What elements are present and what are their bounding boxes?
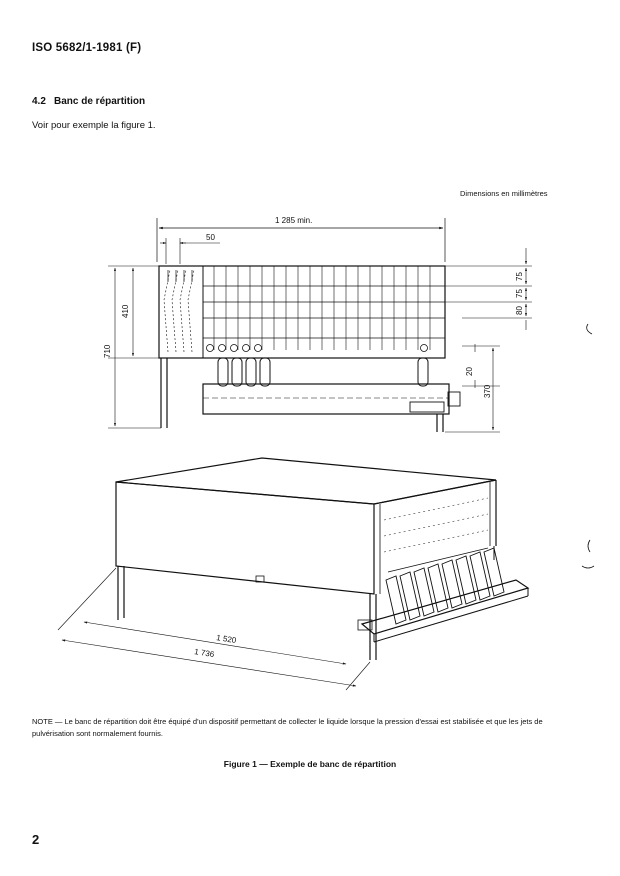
dim-gap-75a: 75 bbox=[515, 272, 524, 281]
dim-gap-80: 80 bbox=[515, 306, 524, 315]
section-heading bbox=[32, 96, 145, 107]
section-title: Banc de répartition bbox=[54, 96, 146, 107]
elevation-view bbox=[108, 218, 532, 432]
dim-length-1520: 1 520 bbox=[215, 633, 237, 646]
dim-gap-20: 20 bbox=[465, 367, 474, 376]
figure-caption: Figure 1 — Exemple de banc de répartition bbox=[223, 759, 397, 769]
dim-height-410: 410 bbox=[121, 304, 130, 318]
dim-gap-75b: 75 bbox=[515, 289, 524, 298]
page-number: 2 bbox=[32, 832, 40, 847]
isometric-view bbox=[58, 458, 528, 690]
section-text: Voir pour exemple la figure 1. bbox=[32, 120, 156, 131]
dim-spacing: 50 bbox=[206, 233, 215, 242]
dim-width-min: 1 285 min. bbox=[275, 216, 313, 225]
figure-drawing bbox=[0, 200, 620, 705]
dim-length-1736: 1 736 bbox=[193, 647, 215, 660]
dim-height-710: 710 bbox=[103, 344, 112, 358]
section-number: 4.2 bbox=[32, 96, 46, 107]
figure-note: NOTE — Le banc de répartition doit être équipé d'un dispositif permettant de collecter le liquide lorsque la pression d'essai est stabilisée et que les jets de pulvérisation sont normalement fournis. bbox=[32, 717, 543, 738]
dim-height-370: 370 bbox=[483, 384, 492, 398]
document-id: ISO 5682/1-1981 (F) bbox=[32, 42, 142, 54]
dimensions-note: Dimensions en millimètres bbox=[460, 189, 548, 198]
